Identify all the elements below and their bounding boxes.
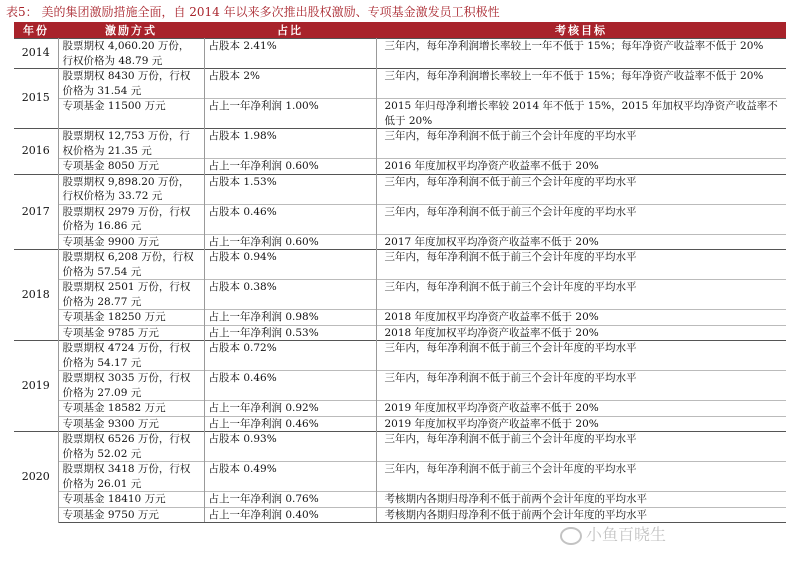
- wechat-icon: [560, 527, 582, 545]
- table-row: [14, 250, 786, 280]
- table-title: 表5： 美的集团激励措施全面，自 2014 年以来多次推出股权激励、专项基金激发员工积极性: [6, 5, 500, 19]
- share-cell: 占股本 2.41%: [204, 39, 376, 69]
- year-cell: 2015: [14, 69, 58, 129]
- share-cell: 占上一年净利润 0.76%: [204, 492, 376, 508]
- table-body: [14, 39, 786, 523]
- target-cell: 2018 年度加权平均净资产收益率不低于 20%: [376, 310, 786, 326]
- table-row: [14, 416, 786, 432]
- target-cell: 三年内，每年净利润增长率较上一年不低于 15%；每年净资产收益率不低于 20%: [376, 39, 786, 69]
- table-row: [14, 159, 786, 175]
- target-cell: 三年内，每年净利润不低于前三个会计年度的平均水平: [376, 341, 786, 371]
- share-cell: 占股本 0.49%: [204, 462, 376, 492]
- method-cell: 股票期权 12,753 万份，行权价格为 21.35 元: [58, 129, 204, 159]
- table-row: [14, 432, 786, 462]
- table-row: [14, 39, 786, 69]
- method-cell: 专项基金 9900 万元: [58, 234, 204, 250]
- table-row: [14, 310, 786, 326]
- method-cell: 专项基金 9785 万元: [58, 325, 204, 341]
- share-cell: 占股本 0.93%: [204, 432, 376, 462]
- method-cell: 股票期权 2501 万份，行权价格为 28.77 元: [58, 280, 204, 310]
- table-row: [14, 371, 786, 401]
- target-cell: 三年内，每年净利润不低于前三个会计年度的平均水平: [376, 462, 786, 492]
- target-cell: 2019 年度加权平均净资产收益率不低于 20%: [376, 401, 786, 417]
- method-cell: 专项基金 9300 万元: [58, 416, 204, 432]
- target-cell: 三年内，每年净利润不低于前三个会计年度的平均水平: [376, 129, 786, 159]
- table-row: [14, 507, 786, 523]
- target-cell: 三年内，每年净利润不低于前三个会计年度的平均水平: [376, 280, 786, 310]
- share-cell: 占上一年净利润 0.60%: [204, 234, 376, 250]
- share-cell: 占股本 1.98%: [204, 129, 376, 159]
- table-row: [14, 280, 786, 310]
- method-cell: 专项基金 18582 万元: [58, 401, 204, 417]
- method-cell: 股票期权 4724 万份，行权价格为 54.17 元: [58, 341, 204, 371]
- table-row: [14, 401, 786, 417]
- share-cell: 占股本 1.53%: [204, 174, 376, 204]
- table-row: [14, 99, 786, 129]
- method-cell: 股票期权 4,060.20 万份，行权价格为 48.79 元: [58, 39, 204, 69]
- share-cell: 占上一年净利润 1.00%: [204, 99, 376, 129]
- table-row: [14, 492, 786, 508]
- header-method: 激励方式: [58, 22, 204, 39]
- method-cell: 股票期权 3035 万份，行权价格为 27.09 元: [58, 371, 204, 401]
- share-cell: 占股本 0.46%: [204, 371, 376, 401]
- header-share: 占比: [204, 22, 376, 39]
- table-row: [14, 204, 786, 234]
- method-cell: 股票期权 3418 万份，行权价格为 26.01 元: [58, 462, 204, 492]
- share-cell: 占股本 0.94%: [204, 250, 376, 280]
- table-row: [14, 325, 786, 341]
- incentive-table-wrap: [14, 22, 786, 523]
- target-cell: 2018 年度加权平均净资产收益率不低于 20%: [376, 325, 786, 341]
- target-cell: 2019 年度加权平均净资产收益率不低于 20%: [376, 416, 786, 432]
- share-cell: 占上一年净利润 0.40%: [204, 507, 376, 523]
- table-row: [14, 69, 786, 99]
- target-cell: 三年内，每年净利润不低于前三个会计年度的平均水平: [376, 371, 786, 401]
- target-cell: 三年内，每年净利润增长率较上一年不低于 15%；每年净资产收益率不低于 20%: [376, 69, 786, 99]
- table-row: [14, 129, 786, 159]
- year-cell: 2018: [14, 250, 58, 341]
- table-row: [14, 174, 786, 204]
- header-target: 考核目标: [376, 22, 786, 39]
- target-cell: 2017 年度加权平均净资产收益率不低于 20%: [376, 234, 786, 250]
- method-cell: 专项基金 8050 万元: [58, 159, 204, 175]
- target-cell: 考核期内各期归母净利不低于前两个会计年度的平均水平: [376, 507, 786, 523]
- target-cell: 2015 年归母净利增长率较 2014 年不低于 15%，2015 年加权平均净资产收益率不低于 20%: [376, 99, 786, 129]
- share-cell: 占上一年净利润 0.92%: [204, 401, 376, 417]
- table-row: [14, 234, 786, 250]
- target-cell: 三年内，每年净利润不低于前三个会计年度的平均水平: [376, 432, 786, 462]
- target-cell: 考核期内各期归母净利不低于前两个会计年度的平均水平: [376, 492, 786, 508]
- year-cell: 2016: [14, 129, 58, 175]
- method-cell: 股票期权 9,898.20 万份，行权价格为 33.72 元: [58, 174, 204, 204]
- share-cell: 占股本 0.38%: [204, 280, 376, 310]
- share-cell: 占股本 0.72%: [204, 341, 376, 371]
- target-cell: 三年内，每年净利润不低于前三个会计年度的平均水平: [376, 204, 786, 234]
- method-cell: 股票期权 2979 万份，行权价格为 16.86 元: [58, 204, 204, 234]
- incentive-table: [14, 22, 786, 523]
- target-cell: 三年内，每年净利润不低于前三个会计年度的平均水平: [376, 174, 786, 204]
- table-row: [14, 341, 786, 371]
- method-cell: 专项基金 11500 万元: [58, 99, 204, 129]
- share-cell: 占股本 0.46%: [204, 204, 376, 234]
- share-cell: 占上一年净利润 0.60%: [204, 159, 376, 175]
- method-cell: 股票期权 8430 万份，行权价格为 31.54 元: [58, 69, 204, 99]
- method-cell: 专项基金 18410 万元: [58, 492, 204, 508]
- method-cell: 专项基金 18250 万元: [58, 310, 204, 326]
- target-cell: 三年内，每年净利润不低于前三个会计年度的平均水平: [376, 250, 786, 280]
- year-cell: 2017: [14, 174, 58, 250]
- method-cell: 股票期权 6526 万份，行权价格为 52.02 元: [58, 432, 204, 462]
- year-cell: 2019: [14, 341, 58, 432]
- share-cell: 占上一年净利润 0.46%: [204, 416, 376, 432]
- method-cell: 股票期权 6,208 万份，行权价格为 57.54 元: [58, 250, 204, 280]
- watermark-text: 小鱼百晓生: [586, 525, 667, 544]
- share-cell: 占股本 2%: [204, 69, 376, 99]
- year-cell: 2014: [14, 39, 58, 69]
- watermark: [560, 522, 780, 548]
- header-year: 年份: [14, 22, 58, 39]
- target-cell: 2016 年度加权平均净资产收益率不低于 20%: [376, 159, 786, 175]
- share-cell: 占上一年净利润 0.53%: [204, 325, 376, 341]
- year-cell: 2020: [14, 432, 58, 523]
- share-cell: 占上一年净利润 0.98%: [204, 310, 376, 326]
- table-header-row: [14, 22, 786, 39]
- method-cell: 专项基金 9750 万元: [58, 507, 204, 523]
- table-row: [14, 462, 786, 492]
